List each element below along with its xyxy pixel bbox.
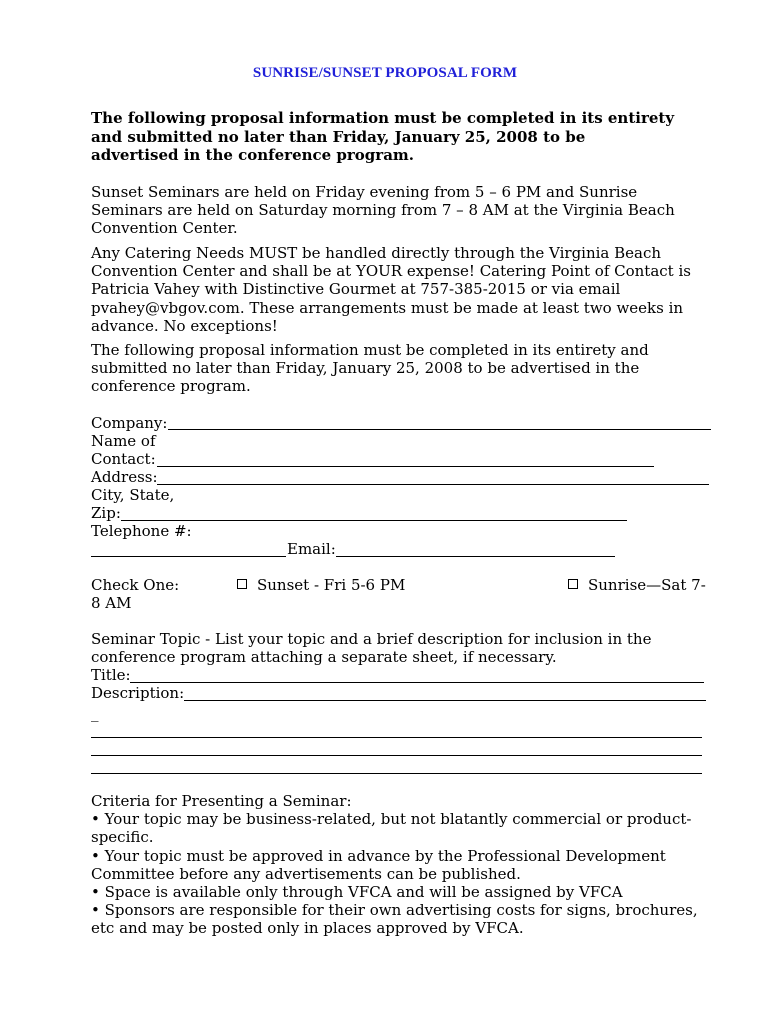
- paragraph-line: advance. No exceptions!: [91, 316, 278, 335]
- proposal-deadline-paragraph: [91, 341, 721, 396]
- deadline-line: The following proposal information must be completed in its entirety: [91, 109, 675, 127]
- sunrise-option-wrap: 8 AM: [91, 594, 132, 612]
- paragraph-line: Convention Center and shall be at YOUR expense! Catering Point of Contact is: [91, 262, 691, 281]
- sunset-option[interactable]: [237, 576, 405, 594]
- company-label: Company:: [91, 414, 168, 432]
- paragraph-line: Any Catering Needs MUST be handled directly through the Virginia Beach: [91, 244, 662, 262]
- paragraph-line: Patricia Vahey with Distinctive Gourmet at 757-385-2015 or via email: [91, 280, 621, 299]
- deadline-line: and submitted no later than Friday, January 25, 2008 to be: [91, 127, 586, 146]
- city-state-zip-field[interactable]: [121, 520, 627, 521]
- paragraph-line: Convention Center.: [91, 219, 238, 238]
- telephone-field[interactable]: [91, 556, 286, 557]
- title-label: Title:: [91, 666, 131, 684]
- paragraph-line: Seminars are held on Saturday morning from 7 – 8 AM at the Virginia Beach: [91, 201, 675, 220]
- sunrise-option[interactable]: [568, 576, 706, 594]
- paragraph-line: conference program attaching a separate sheet, if necessary.: [91, 648, 557, 667]
- zip-label: Zip:: [91, 504, 121, 522]
- criteria-line: Committee before any advertisements can be published.: [91, 864, 521, 883]
- sunset-option-label: Sunset - Fri 5-6 PM: [257, 576, 406, 594]
- description-field[interactable]: [184, 700, 706, 701]
- deadline-line: advertised in the conference program.: [91, 146, 415, 164]
- address-label: Address:: [91, 468, 158, 486]
- paragraph-line: Seminar Topic - List your topic and a brief description for inclusion in the: [91, 630, 652, 648]
- contact-label: Contact:: [91, 450, 156, 468]
- criteria-section: [91, 792, 731, 938]
- sunrise-option-label: Sunrise—Sat 7-: [588, 576, 706, 594]
- criteria-line: • Sponsors are responsible for their own advertising costs for signs, brochures,: [91, 901, 698, 920]
- criteria-line: • Your topic may be business-related, but not blatantly commercial or product-: [91, 810, 692, 829]
- email-field[interactable]: [336, 556, 615, 557]
- criteria-heading: Criteria for Presenting a Seminar:: [91, 792, 352, 810]
- criteria-line: • Space is available only through VFCA and will be assigned by VFCA: [91, 883, 623, 902]
- paragraph-line: pvahey@vbgov.com. These arrangements must be made at least two weeks in: [91, 298, 684, 317]
- seminar-topic-instructions: [91, 630, 721, 666]
- city-state-label: City, State,: [91, 486, 175, 504]
- address-field[interactable]: [157, 484, 709, 485]
- description-line-2[interactable]: [91, 737, 702, 738]
- paragraph-line: The following proposal information must be completed in its entirety and: [91, 341, 649, 359]
- sunrise-checkbox[interactable]: [568, 579, 578, 589]
- description-continuation-mark: _: [91, 704, 99, 722]
- title-field[interactable]: [130, 682, 704, 683]
- email-label: Email:: [287, 540, 336, 558]
- name-of-label: Name of: [91, 432, 156, 450]
- contact-field[interactable]: [157, 466, 654, 467]
- paragraph-line: submitted no later than Friday, January 25, 2008 to be advertised in the: [91, 359, 640, 378]
- criteria-line: • Your topic must be approved in advance by the Professional Development: [91, 846, 666, 865]
- criteria-line: etc and may be posted only in places approved by VFCA.: [91, 919, 524, 938]
- criteria-line: specific.: [91, 828, 154, 847]
- company-field[interactable]: [168, 429, 711, 430]
- check-one-label: Check One:: [91, 576, 180, 594]
- description-line-3[interactable]: [91, 755, 702, 756]
- paragraph-line: Sunset Seminars are held on Friday evening from 5 – 6 PM and Sunrise: [91, 183, 638, 201]
- form-title: SUNRISE/SUNSET PROPOSAL FORM: [252, 65, 518, 81]
- sunset-checkbox[interactable]: [237, 579, 247, 589]
- catering-paragraph: [91, 244, 721, 335]
- description-line-4[interactable]: [91, 773, 702, 774]
- deadline-notice: [91, 109, 711, 165]
- seminar-times-paragraph: [91, 183, 721, 238]
- telephone-label: Telephone #:: [91, 522, 192, 540]
- description-label: Description:: [91, 684, 185, 702]
- paragraph-line: conference program.: [91, 377, 251, 396]
